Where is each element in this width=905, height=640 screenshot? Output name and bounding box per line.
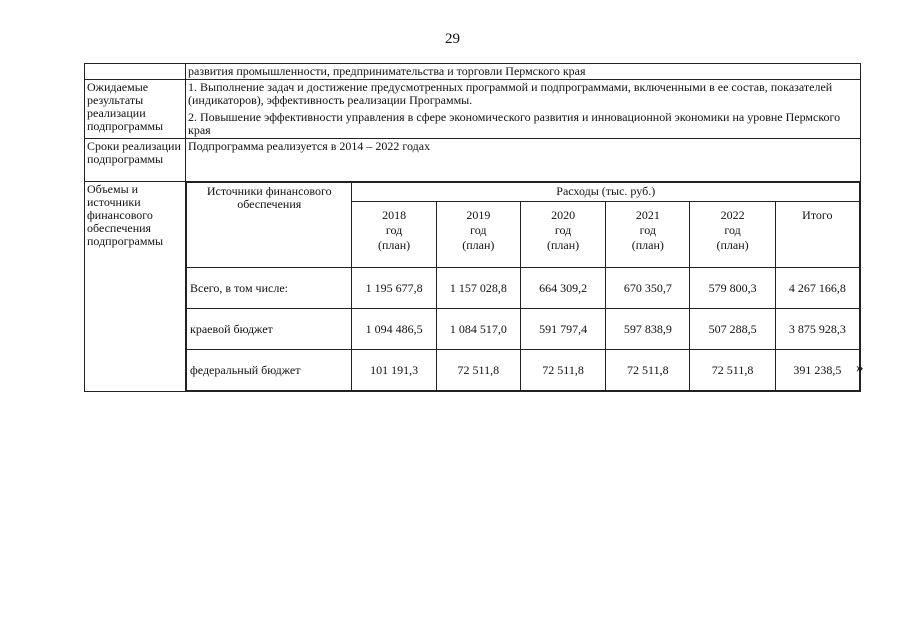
empty-label-cell: [85, 64, 186, 80]
value-cell: 664 309,2: [520, 268, 605, 309]
value-cell: 1 094 486,5: [352, 309, 436, 350]
year-header: 2020 год (план): [520, 202, 605, 268]
terms-cell: Подпрограмма реализуется в 2014 – 2022 годах: [186, 139, 861, 182]
value-cell: 72 511,8: [606, 350, 690, 391]
value-cell: 507 288,5: [690, 309, 775, 350]
value-cell: 1 084 517,0: [436, 309, 520, 350]
terms-label: Сроки реализации подпрограммы: [85, 139, 186, 182]
value-cell: 101 191,3: [352, 350, 436, 391]
finance-cell: [186, 182, 861, 392]
first-line-cell: развития промышленности, предпринимательства и торговли Пермского края: [186, 64, 861, 80]
expected-result-item: 2. Повышение эффективности управления в сфере экономического развития и инновационной экономики на уровне Пермского края: [188, 110, 841, 137]
table-row: [187, 309, 860, 350]
value-cell: 591 797,4: [520, 309, 605, 350]
table-row: [187, 350, 860, 391]
expected-results-label: Ожидаемые результаты реализации подпрограммы: [85, 80, 186, 139]
table-row: [187, 183, 860, 202]
table-row: [187, 268, 860, 309]
row-label-regional: краевой бюджет: [187, 309, 352, 350]
value-cell: 4 267 166,8: [775, 268, 859, 309]
value-cell: 579 800,3: [690, 268, 775, 309]
year-header: 2022 год (план): [690, 202, 775, 268]
value-cell: 1 157 028,8: [436, 268, 520, 309]
closing-quote: »: [856, 360, 864, 376]
expected-result-item: 1. Выполнение задач и достижение предусмотренных программой и подпрограммами, включенными в ее состав, показателей (индикаторов), эффективность реализации Программы.: [188, 80, 833, 107]
value-cell: 72 511,8: [436, 350, 520, 391]
finance-table: [186, 182, 860, 391]
value-cell: 72 511,8: [690, 350, 775, 391]
table-row: [85, 182, 861, 392]
table-row: [85, 64, 861, 80]
value-cell: 597 838,9: [606, 309, 690, 350]
table-row: [85, 80, 861, 139]
value-cell: 670 350,7: [606, 268, 690, 309]
year-header: 2018 год (план): [352, 202, 436, 268]
row-label-federal: федеральный бюджет: [187, 350, 352, 391]
row-label-total: Всего, в том числе:: [187, 268, 352, 309]
subprogram-passport-table: [84, 63, 861, 392]
expenses-header: Расходы (тыс. руб.): [352, 183, 860, 202]
volumes-label: Объемы и источники финансового обеспечения подпрограммы: [85, 182, 186, 392]
sources-header: Источники финансового обеспечения: [187, 183, 352, 268]
page-number: 29: [445, 31, 460, 47]
value-cell: 1 195 677,8: [352, 268, 436, 309]
expected-results-cell: [186, 80, 861, 139]
year-header: 2021 год (план): [606, 202, 690, 268]
value-cell: 3 875 928,3: [775, 309, 859, 350]
table-row: [85, 139, 861, 182]
year-header: 2019 год (план): [436, 202, 520, 268]
total-header: Итого: [775, 202, 859, 268]
value-cell: 391 238,5: [775, 350, 859, 391]
value-cell: 72 511,8: [520, 350, 605, 391]
